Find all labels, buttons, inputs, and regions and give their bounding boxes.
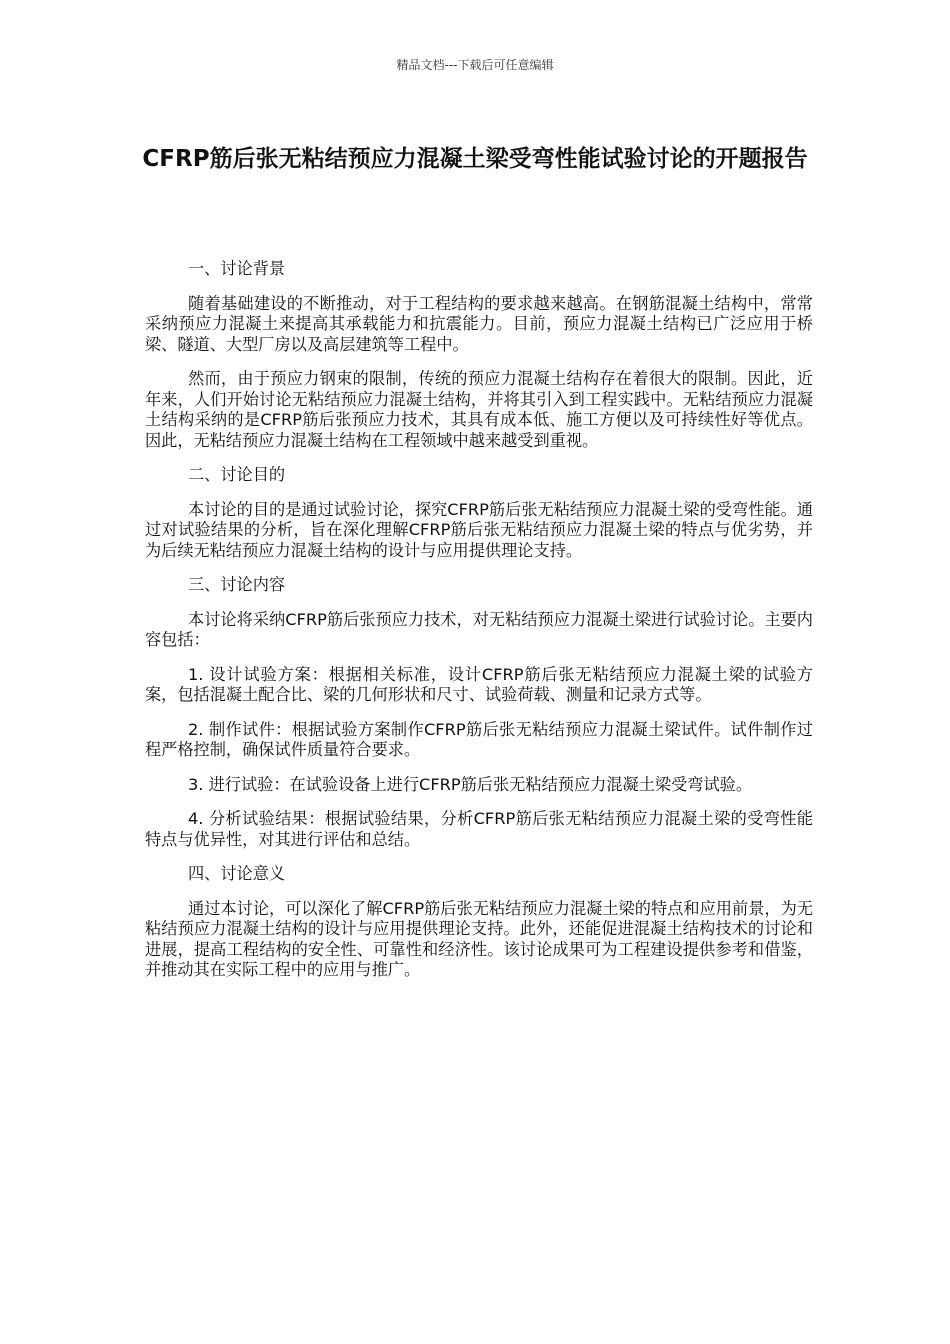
list-item: 4. 分析试验结果：根据试验结果，分析CFRP筋后张无粘结预应力混凝土梁的受弯性能特点与优异性，对其进行评估和总结。 [145,809,813,849]
page-header: 精品文档---下载后可任意编辑 [396,58,554,72]
document-title: CFRP筋后张无粘结预应力混凝土梁受弯性能试验讨论的开题报告 [142,146,808,172]
paragraph: 本讨论将采纳CFRP筋后张预应力技术，对无粘结预应力混凝土梁进行试验讨论。主要内容包括： [145,609,813,649]
document-body [145,259,813,995]
list-item: 3. 进行试验：在试验设备上进行CFRP筋后张无粘结预应力混凝土梁受弯试验。 [188,774,753,794]
paragraph: 随着基础建设的不断推动，对于工程结构的要求越来越高。在钢筋混凝土结构中，常常采纳预应力混凝土来提高其承载能力和抗震能力。目前，预应力混凝土结构已广泛应用于桥梁、隧道、大型厂房以及高层建筑等工程中。 [145,293,813,354]
section-heading-purpose: 二、讨论目的 [188,465,286,484]
paragraph: 本讨论的目的是通过试验讨论，探究CFRP筋后张无粘结预应力混凝土梁的受弯性能。通过对试验结果的分析，旨在深化理解CFRP筋后张无粘结预应力混凝土梁的特点与优劣势，并为后续无粘结预应力混凝土结构的设计与应用提供理论支持。 [145,499,813,560]
list-item: 2. 制作试件：根据试验方案制作CFRP筋后张无粘结预应力混凝土梁试件。试件制作过程严格控制，确保试件质量符合要求。 [145,719,813,759]
section-heading-background: 一、讨论背景 [188,259,286,278]
section-heading-significance: 四、讨论意义 [188,864,286,883]
paragraph: 通过本讨论，可以深化了解CFRP筋后张无粘结预应力混凝土梁的特点和应用前景，为无粘结预应力混凝土结构的设计与应用提供理论支持。此外，还能促进混凝土结构技术的讨论和进展，提高工程结构的安全性、可靠性和经济性。该讨论成果可为工程建设提供参考和借鉴，并推动其在实际工程中的应用与推广。 [145,898,813,979]
section-heading-content: 三、讨论内容 [188,575,286,594]
paragraph: 然而，由于预应力钢束的限制，传统的预应力混凝土结构存在着很大的限制。因此，近年来，人们开始讨论无粘结预应力混凝土结构，并将其引入到工程实践中。无粘结预应力混凝土结构采纳的是CFRP筋后张预应力技术，其具有成本低、施工方便以及可持续性好等优点。因此，无粘结预应力混凝土结构在工程领域中越来越受到重视。 [145,369,813,450]
list-item: 1. 设计试验方案：根据相关标准，设计CFRP筋后张无粘结预应力混凝土梁的试验方案，包括混凝土配合比、梁的几何形状和尺寸、试验荷载、测量和记录方式等。 [145,664,813,704]
